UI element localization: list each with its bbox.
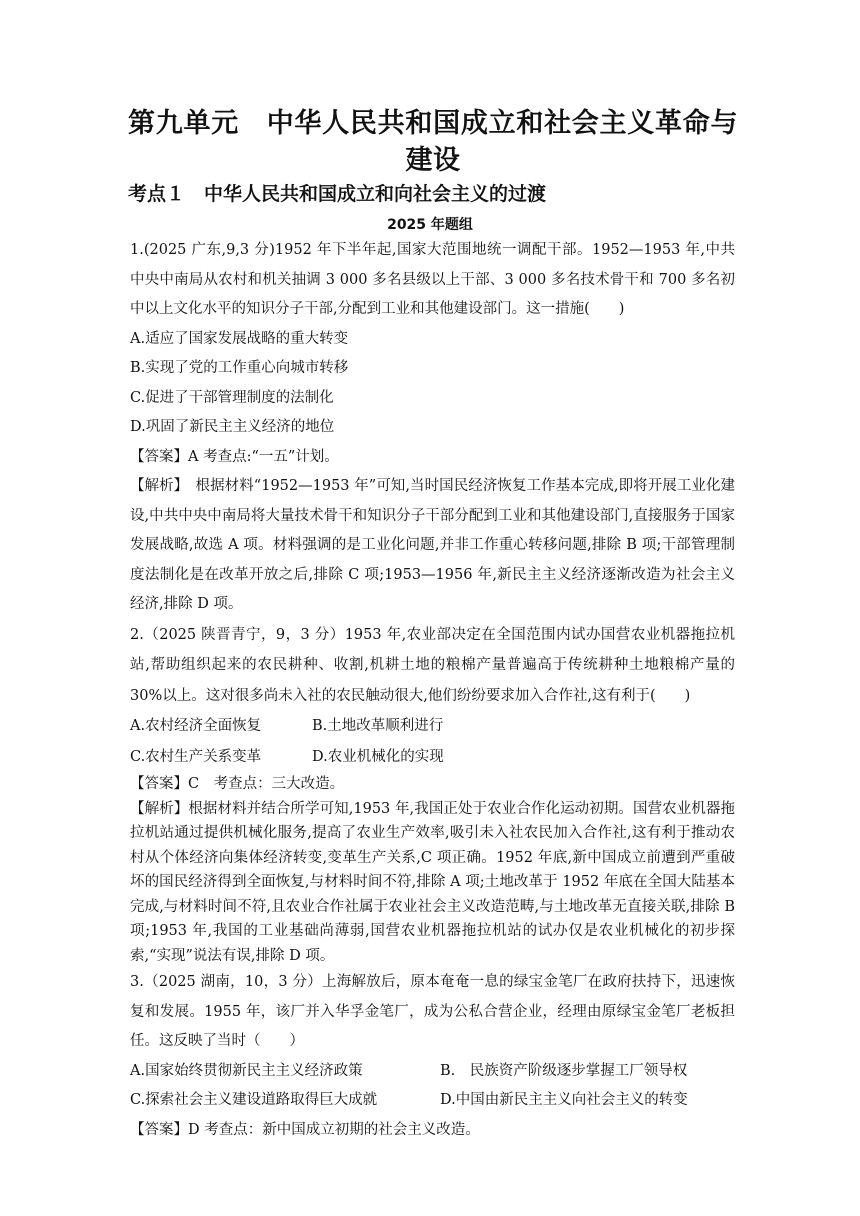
question-2 — [130, 620, 735, 969]
question-group-title: 2025 年题组 — [387, 217, 473, 233]
question-1-option-d: D.巩固了新民主主义经济的地位 — [130, 419, 335, 435]
question-3-stem: 3.（2025 湖南，10，3 分）上海解放后，原本奄奄一息的绿宝金笔厂在政府扶持下，迅速恢复和发展。1955 年，该厂并入华孚金笔厂，成为公私合营企业，经理由原绿宝金笔厂老板担任。这反映了当时（ ） — [130, 974, 735, 1049]
question-1-option-c: C.促进了干部管理制度的法制化 — [130, 389, 334, 406]
question-list — [130, 236, 735, 1145]
question-3 — [130, 968, 735, 1145]
topic-title: 考点１ 中华人民共和国成立和向社会主义的过渡 — [128, 183, 547, 205]
question-2-option-b: B.土地改革顺利进行 — [312, 718, 444, 734]
question-1-analysis: 【解析】 根据材料“1952—1953 年”可知,当时国民经济恢复工作基本完成,即将开展工业化建设,中共中央中南局将大量技术骨干和知识分子干部分配到工业和其他建设部门,直接服务于国家发展战略,故选 A 项。材料强调的是工业化问题,并非工作重心转移问题,排除 B 项;干部管理制度法制化是在改革开放之后,排除 C 项;1953—1956 年,新民主主义经济逐渐改造为社会主义经济,排除 D 项。 — [130, 478, 735, 612]
question-2-option-d: D.农业机械化的实现 — [312, 748, 444, 765]
unit-title: 第九单元 中华人民共和国成立和社会主义革命与建设 — [128, 108, 738, 176]
question-1-option-a: A.适应了国家发展战略的重大转变 — [130, 330, 349, 347]
question-3-options-row-1 — [130, 1057, 735, 1087]
question-3-option-a: A.国家始终贯彻新民主主义经济政策 — [130, 1062, 363, 1079]
question-1-answer: 【答案】A 考查点:“一五”计划。 — [130, 448, 339, 465]
question-2-stem: 2.（2025 陕晋青宁，9，3 分）1953 年,农业部决定在全国范围内试办国营农业机器拖拉机站,帮助组织起来的农民耕种、收割,机耕土地的粮棉产量普遍高于传统耕种土地粮棉产量的 30%以上。这对很多尚未入社的农民触动很大,他们纷纷要求加入合作社,这有利于( ) — [130, 626, 735, 704]
question-3-option-c: C.探索社会主义建设道路取得巨大成就 — [130, 1092, 378, 1108]
question-2-options-row-2 — [130, 742, 735, 773]
question-2-option-c: C.农村生产关系变革 — [130, 748, 262, 765]
question-2-analysis: 【解析】根据材料并结合所学可知,1953 年,我国正处于农业合作化运动初期。国营农业机器拖拉机站通过提供机械化服务,提高了农业生产效率,吸引未入社农民加入合作社,这有利于推动农村从个体经济向集体经济转变,变革生产关系,C 项正确。1952 年底,新中国成立前遭到严重破坏的国民经济得到全面恢复,与材料时间不符,排除 A 项;土地改革于 1952 年底在全国大陆基本完成,与材料时间不符,且农业合作社属于农业社会主义改造范畴,与土地改革无直接关联,排除 B 项;1953 年,我国的工业基础尚薄弱,国营农业机器拖拉机站的试办仅是农业机械化的初步探索,“实现”说法有误,排除 D 项。 — [130, 800, 735, 964]
question-3-option-d: D.中国由新民主主义向社会主义的转变 — [440, 1092, 688, 1108]
question-3-options-row-2 — [130, 1086, 735, 1116]
question-3-option-b: B. 民族资产阶级逐步掌握工厂领导权 — [440, 1062, 688, 1079]
question-3-answer: 【答案】D 考查点：新中国成立初期的社会主义改造。 — [130, 1121, 480, 1138]
question-1-stem: 1.(2025 广东,9,3 分)1952 年下半年起,国家大范围地统一调配干部。1952—1953 年,中共中央中南局从农村和机关抽调 3 000 多名县级以上干部、3 000 多名技术骨干和 700 多名初中以上文化水平的知识分子干部,分配到工业和其他建设部门。这一措施( ) — [130, 242, 735, 317]
question-1-option-b: B.实现了党的工作重心向城市转移 — [130, 360, 349, 376]
question-2-options-row-1 — [130, 711, 735, 742]
question-2-option-a: A.农村经济全面恢复 — [130, 718, 262, 734]
question-1 — [130, 236, 735, 620]
question-2-answer: 【答案】C 考查点：三大改造。 — [130, 776, 345, 792]
